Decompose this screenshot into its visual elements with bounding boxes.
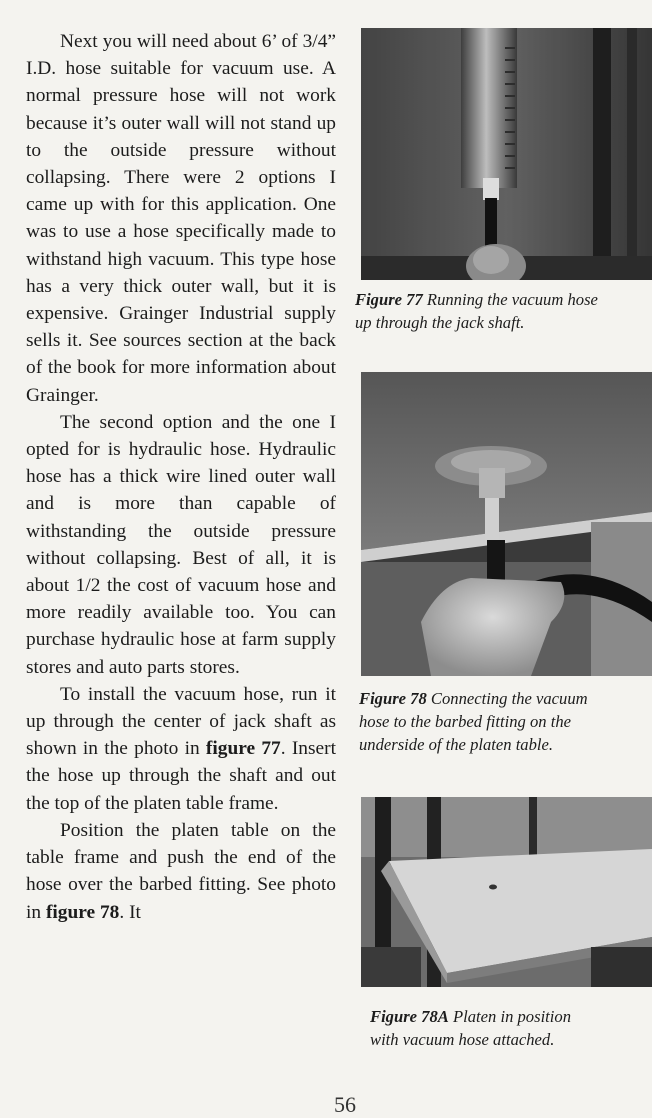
paragraph-4-text-b: . It: [119, 901, 141, 923]
figure-77-label: Figure 77: [355, 290, 423, 309]
body-text-column: [26, 28, 336, 926]
figure-78-caption-text-1: Connecting the vacuum: [426, 689, 588, 708]
figure-77-photo: [361, 28, 652, 280]
figure-78a-photo: [361, 797, 652, 987]
paragraph-3: [26, 681, 336, 817]
page-number: 56: [334, 1092, 356, 1117]
paragraph-4: [26, 817, 336, 926]
paragraph-3-text-a: To install the vacuum hose, run it up through the center of jack shaft as shown in the photo in: [26, 683, 336, 760]
figure-77-reference: figure 77: [205, 738, 281, 760]
figure-78-caption-line-1: [359, 687, 588, 710]
figure-78-caption-line-3: underside of the platen table.: [359, 735, 554, 754]
paragraph-2-text: The second option and the one I opted for is hydraulic hose. Hydraulic hose has a thick wire lined outer wall and is more than capable of withstanding the outside pressure without collapsing. Best of all, it is about 1/2 the cost of vacuum hose and more readily available too. You can purchase hydraulic hose at farm supply stores and auto parts stores.: [26, 411, 336, 678]
figure-78a-label: Figure 78A: [370, 1007, 449, 1026]
figure-78a-caption-line-2: with vacuum hose attached.: [370, 1030, 555, 1049]
figure-78-caption: [359, 687, 588, 756]
figure-78-label: Figure 78: [359, 689, 427, 708]
figure-77-caption-line-2: up through the jack shaft.: [355, 313, 525, 332]
figure-77-caption-line-1: [355, 288, 598, 311]
paragraph-4-text-a: Position the platen table on the table frame and push the end of the hose over the barbed fitting. See photo in: [26, 819, 336, 923]
figure-78-reference: figure 78: [45, 901, 120, 923]
paragraph-3-text-b: . Insert the hose up through the shaft and out the top of the platen table frame.: [26, 738, 336, 814]
figure-78a-caption-line-1: [370, 1005, 571, 1028]
figure-78a-caption: [370, 1005, 571, 1051]
figure-78-photo: [361, 372, 652, 676]
paragraph-2: [26, 409, 336, 681]
paragraph-1: [26, 28, 336, 409]
figure-78a-caption-text-1: Platen in position: [448, 1007, 571, 1026]
figure-78-caption-line-2: hose to the barbed fitting on the: [359, 712, 572, 731]
paragraph-1-text: Next you will need about 6’ of 3/4” I.D. hose suitable for vacuum use. A normal pressure hose will not work because it’s outer wall will not stand up to the outside pressure without collapsing. There were 2 options I came up with for this application. One was to use a hose specifically made to withstand high vacuum. This type hose has a very thick outer wall, but it is expensive. Grainger Industrial supply sells it. See sources section at the back of the book for more information about Grainger.: [26, 31, 336, 406]
figure-77-caption: [355, 288, 598, 334]
figure-77-caption-text-1: Running the vacuum hose: [422, 290, 598, 309]
